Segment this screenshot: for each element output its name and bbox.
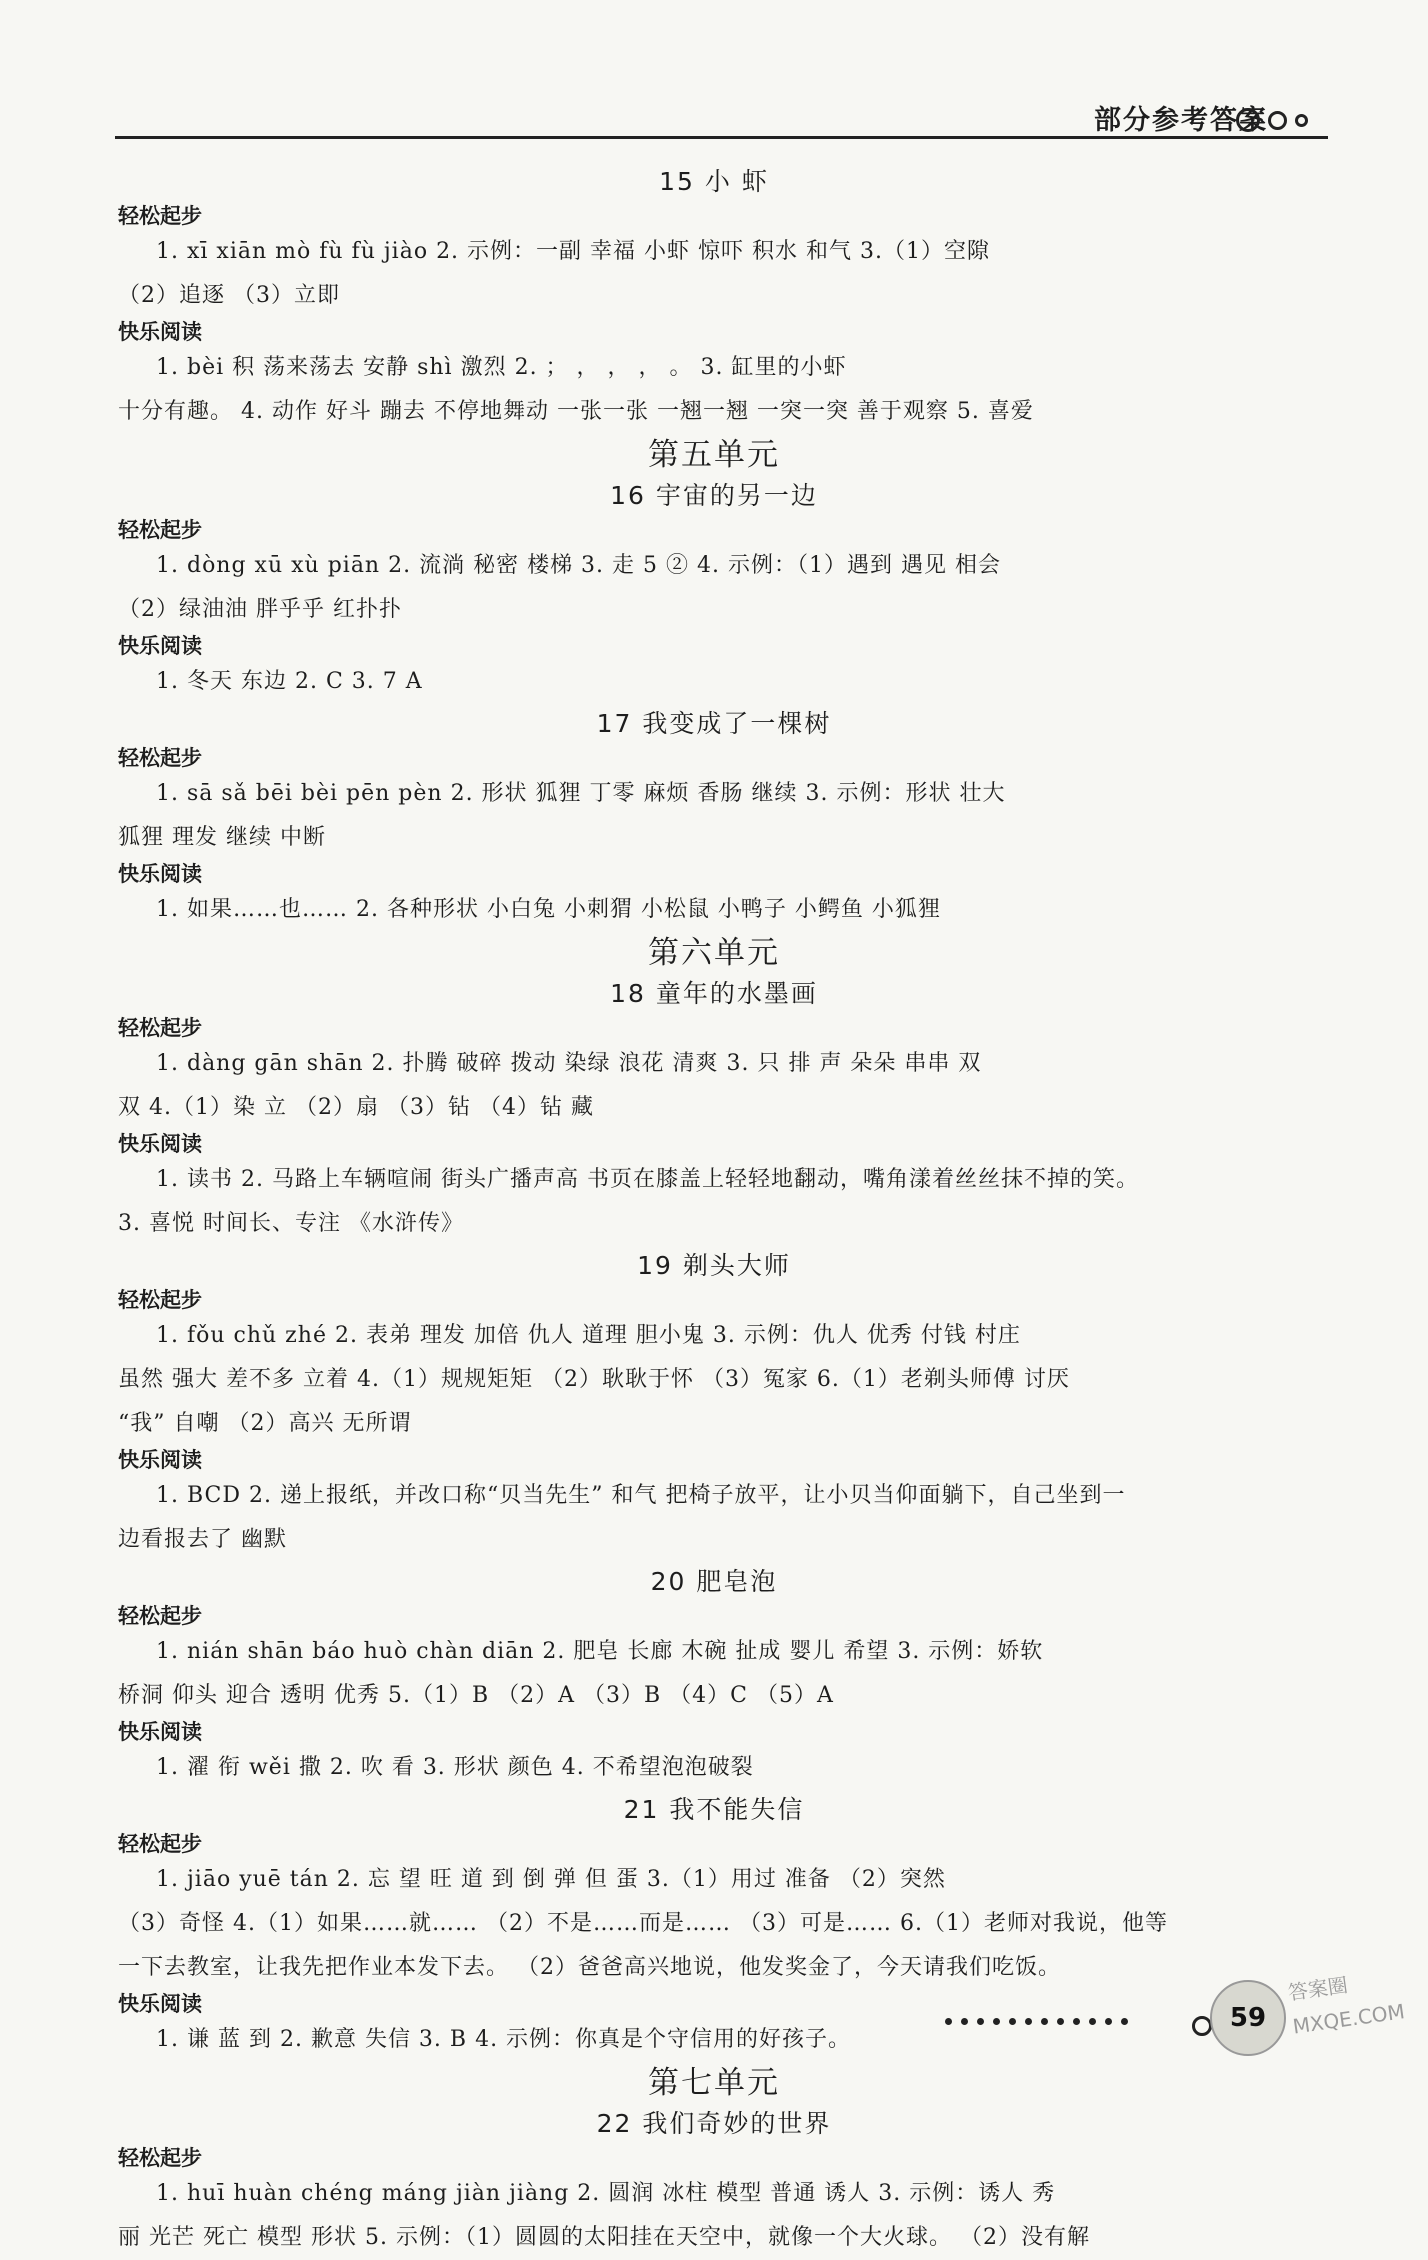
footer-dot <box>961 2018 968 2025</box>
answer-line-continued: 十分有趣。 4. 动作 好斗 蹦去 不停地舞动 一张一张 一翘一翘 一突一突 善于观察 5. 喜爱 <box>118 399 1034 424</box>
lesson-title: 19 剃头大师 <box>637 1251 791 1280</box>
answer-line-continued: （2）绿油油 胖乎乎 红扑扑 <box>118 597 402 622</box>
footer-dot <box>1041 2018 1048 2025</box>
answer-line-continued: 双 4.（1）染 立 （2）扇 （3）钻 （4）钻 藏 <box>118 1095 594 1120</box>
answer-line: 1. dàng gān shān 2. 扑腾 破碎 拨动 染绿 浪花 清爽 3. 只 排 声 朵朵 串串 双 <box>156 1051 982 1076</box>
answer-content <box>118 162 1310 2260</box>
section-heading: 快乐阅读 <box>118 320 202 344</box>
footer-dot <box>993 2018 1000 2025</box>
answer-line-continued: 丽 光芒 死亡 模型 形状 5. 示例：（1）圆圆的太阳挂在天空中，就像一个大火球。 （2）没有解 <box>118 2225 1090 2250</box>
footer-dot <box>1105 2018 1112 2025</box>
footer-dot <box>977 2018 984 2025</box>
lesson-title: 15 小 虾 <box>659 167 769 196</box>
lesson-title: 22 我们奇妙的世界 <box>596 2109 832 2138</box>
footer-dot <box>1009 2018 1016 2025</box>
section-heading: 快乐阅读 <box>118 862 202 886</box>
watermark-site: MXQE.COM <box>1291 1999 1407 2039</box>
answer-line-continued: 边看报去了 幽默 <box>118 1527 287 1552</box>
footer-dot <box>1121 2018 1128 2025</box>
answer-line-continued: “我” 自嘲 （2）高兴 无所谓 <box>118 1411 412 1436</box>
lesson-title: 20 肥皂泡 <box>650 1567 778 1596</box>
circle-small-icon <box>1295 114 1308 127</box>
footer-dot <box>1057 2018 1064 2025</box>
section-heading: 轻松起步 <box>118 1288 202 1312</box>
circle-medium-icon <box>1268 111 1287 130</box>
answer-line: 1. fǒu chǔ zhé 2. 表弟 理发 加倍 仇人 道理 胆小鬼 3. 示例：仇人 优秀 付钱 村庄 <box>156 1323 1021 1348</box>
answer-line-continued: 虽然 强大 差不多 立着 4.（1）规规矩矩 （2）耿耿于怀 （3）冤家 6.（1）老剃头师傅 讨厌 <box>118 1367 1070 1392</box>
answer-line-continued: 桥洞 仰头 迎合 透明 优秀 5.（1）B （2）A （3）B （4）C （5）A <box>118 1683 834 1708</box>
header-rule <box>115 136 1328 139</box>
section-heading: 轻松起步 <box>118 204 202 228</box>
circle-large-icon <box>1236 108 1260 132</box>
section-heading: 轻松起步 <box>118 1832 202 1856</box>
section-heading: 快乐阅读 <box>118 634 202 658</box>
footer-dot <box>1073 2018 1080 2025</box>
answer-line-continued: （3）奇怪 4.（1）如果……就…… （2）不是……而是…… （3）可是…… 6.（1）老师对我说，他等 <box>118 1911 1168 1936</box>
answer-line-continued: （2）追逐 （3）立即 <box>118 283 340 308</box>
section-heading: 快乐阅读 <box>118 1992 202 2016</box>
footer-dot <box>945 2018 952 2025</box>
footer-dots <box>945 2018 1128 2025</box>
answer-line: 1. nián shān báo huò chàn diān 2. 肥皂 长廊 木碗 扯成 婴儿 希望 3. 示例：娇软 <box>156 1639 1044 1664</box>
section-heading: 快乐阅读 <box>118 1132 202 1156</box>
answer-line: 1. dòng xū xù piān 2. 流淌 秘密 楼梯 3. 走 5 ② 4. 示例：（1）遇到 遇见 相会 <box>156 553 1001 578</box>
unit-title: 第五单元 <box>648 437 780 473</box>
answer-line-continued: 一下去教室，让我先把作业本发下去。 （2）爸爸高兴地说，他发奖金了，今天请我们吃饭。 <box>118 1955 1061 1980</box>
section-heading: 轻松起步 <box>118 2146 202 2170</box>
answer-line: 1. 读书 2. 马路上车辆喧闹 街头广播声高 书页在膝盖上轻轻地翻动，嘴角漾着丝丝抹不掉的笑。 <box>156 1167 1139 1192</box>
answer-line: 1. 谦 蓝 到 2. 歉意 失信 3. B 4. 示例：你真是个守信用的好孩子。 <box>156 2027 852 2052</box>
unit-title: 第七单元 <box>648 2065 780 2101</box>
footer-dot <box>1089 2018 1096 2025</box>
answer-line: 1. 濯 衔 wěi 撒 2. 吹 看 3. 形状 颜色 4. 不希望泡泡破裂 <box>156 1755 754 1780</box>
answer-line: 1. BCD 2. 递上报纸，并改口称“贝当先生” 和气 把椅子放平，让小贝当仰面躺下，自己坐到一 <box>156 1483 1126 1508</box>
lesson-title: 21 我不能失信 <box>623 1795 805 1824</box>
section-heading: 轻松起步 <box>118 1604 202 1628</box>
answer-line: 1. sā sǎ bēi bèi pēn pèn 2. 形状 狐狸 丁零 麻烦 香肠 继续 3. 示例：形状 壮大 <box>156 781 1006 806</box>
page-number: 59 <box>1210 1980 1286 2056</box>
unit-title: 第六单元 <box>648 935 780 971</box>
header-title: 部分参考答案 <box>1094 105 1268 136</box>
footer-dot <box>1025 2018 1032 2025</box>
watermark-logo: 答案圈 <box>1286 1972 1350 2005</box>
answer-line: 1. huī huàn chéng máng jiàn jiàng 2. 圆润 冰柱 模型 普通 诱人 3. 示例：诱人 秀 <box>156 2181 1056 2206</box>
lesson-title: 18 童年的水墨画 <box>610 979 818 1008</box>
answer-line: 1. 冬天 东边 2. C 3. 7 A <box>156 669 423 694</box>
lesson-title: 16 宇宙的另一边 <box>610 481 818 510</box>
section-heading: 快乐阅读 <box>118 1720 202 1744</box>
answer-line: 1. bèi 积 荡来荡去 安静 shì 激烈 2. ； ， ， ， 。 3. 缸里的小虾 <box>156 355 847 380</box>
section-heading: 轻松起步 <box>118 1016 202 1040</box>
lesson-title: 17 我变成了一棵树 <box>596 709 832 738</box>
answer-line-continued: 3. 喜悦 时间长、专注 《水浒传》 <box>118 1211 464 1236</box>
page-ring-icon <box>1192 2016 1212 2036</box>
section-heading: 轻松起步 <box>118 518 202 542</box>
watermark <box>1286 1960 1407 2043</box>
section-heading: 快乐阅读 <box>118 1448 202 1472</box>
answer-line: 1. 如果……也…… 2. 各种形状 小白兔 小刺猬 小松鼠 小鸭子 小鳄鱼 小狐狸 <box>156 897 941 922</box>
answer-line: 1. xī xiān mò fù fù jiào 2. 示例：一副 幸福 小虾 惊吓 积水 和气 3.（1）空隙 <box>156 239 990 264</box>
header-circles-decoration <box>1236 108 1308 132</box>
section-heading: 轻松起步 <box>118 746 202 770</box>
answer-line-continued: 狐狸 理发 继续 中断 <box>118 825 326 850</box>
answer-line: 1. jiāo yuē tán 2. 忘 望 旺 道 到 倒 弹 但 蛋 3.（1）用过 准备 （2）突然 <box>156 1867 946 1892</box>
